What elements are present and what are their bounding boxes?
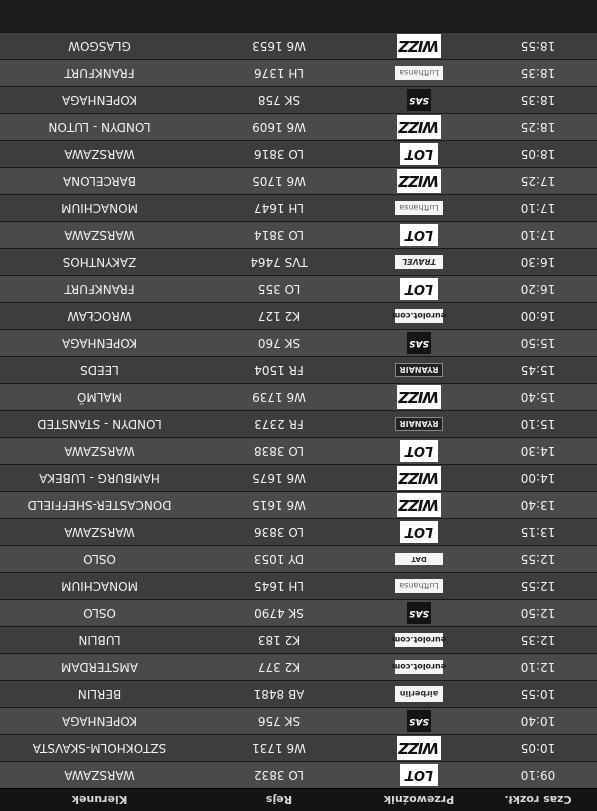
scheduled-time: 12:50 [520,606,556,620]
carrier-logo: WIZZ [397,115,441,139]
carrier-cell [359,764,479,786]
destination: KOPENHAGA [62,93,137,107]
carrier-logo: eurolot.com [395,309,443,323]
flight-number: LO 3832 [253,768,305,782]
destination: WARSZAWA [64,768,135,782]
destination: LEEDS [80,363,119,377]
flight-row [0,761,597,788]
carrier-cell [359,332,479,354]
carrier-logo: DAT [395,553,443,565]
destination: OSLO [83,606,116,620]
destination: BERLIN [77,687,122,701]
flight-number: K2 127 [257,309,301,323]
flight-row [0,518,597,545]
carrier-logo: eurolot.com [395,660,443,674]
scheduled-time: 10:40 [520,714,556,728]
carrier-cell [359,686,479,702]
flight-number: W6 1615 [252,498,306,512]
carrier-logo: WIZZ [397,169,441,193]
header-time: Czas rozkł. [504,793,572,807]
flight-row [0,383,597,410]
carrier-cell [359,224,479,246]
flight-number: W6 1705 [252,174,306,188]
destination: KOPENHAGA [62,336,137,350]
carrier-logo: eurolot.com [395,633,443,647]
carrier-cell [359,309,479,323]
flight-row [0,410,597,437]
destination: SZTOKHOLM-SKAVSTA [32,741,167,755]
flight-number: DY 1053 [253,552,305,566]
carrier-cell [359,553,479,565]
carrier-cell [359,278,479,300]
flight-number: FR 1504 [254,363,304,377]
flight-row [0,32,597,59]
flight-row [0,464,597,491]
flight-number: LO 355 [257,282,301,296]
carrier-cell [359,602,479,624]
destination: LUBLIN [78,633,121,647]
carrier-logo: Lufthansa [395,201,443,215]
scheduled-time: 18:05 [520,147,556,161]
flight-row [0,329,597,356]
destination: MALMÖ [76,390,123,404]
flight-number: AB 8481 [253,687,305,701]
carrier-cell [359,255,479,269]
flight-row [0,221,597,248]
destination: GLASGOW [68,39,131,53]
flight-row [0,86,597,113]
flight-number: W6 1675 [252,471,306,485]
scheduled-time: 12:35 [520,633,556,647]
flight-number: FR 2373 [254,417,304,431]
destination: FRANKFURT [64,66,135,80]
carrier-cell [359,521,479,543]
carrier-cell [359,736,479,760]
flight-number: SK 756 [257,714,301,728]
flight-row [0,626,597,653]
flight-row [0,491,597,518]
scheduled-time: 14:30 [520,444,556,458]
flight-number: LH 1647 [253,201,305,215]
flight-row [0,140,597,167]
flight-row [0,167,597,194]
scheduled-time: 15:50 [520,336,556,350]
flight-number: LO 3814 [253,228,305,242]
destination: WARSZAWA [64,444,135,458]
scheduled-time: 16:30 [520,255,556,269]
carrier-cell [359,385,479,409]
carrier-logo: airberlin [395,686,443,702]
scheduled-time: 09:10 [520,768,556,782]
scheduled-time: 16:00 [520,309,556,323]
destination: WARSZAWA [64,525,135,539]
destination: HAMBURG - LUBEKA [39,471,160,485]
carrier-logo: LOT [400,143,438,165]
destination: AMSTERDAM [60,660,139,674]
flight-number: SK 4790 [254,606,304,620]
flight-row [0,545,597,572]
scheduled-time: 13:15 [520,525,556,539]
scheduled-time: 18:55 [520,39,556,53]
flight-number: TVS 7464 [250,255,308,269]
carrier-logo: Lufthansa [395,66,443,80]
flight-row [0,437,597,464]
carrier-cell [359,633,479,647]
destination: DONCASTER-SHEFFIELD [27,498,172,512]
flight-number: W6 1609 [252,120,306,134]
carrier-logo: LOT [400,764,438,786]
flight-number: W6 1739 [252,390,306,404]
carrier-logo: TRAVEL [395,255,443,269]
destination: OSLO [83,552,116,566]
flight-list [0,32,597,788]
flight-number: SK 760 [257,336,301,350]
scheduled-time: 17:25 [520,174,556,188]
destination: ZAKYNTHOS [62,255,137,269]
flight-number: SK 758 [257,93,301,107]
flight-row [0,275,597,302]
carrier-logo: WIZZ [397,385,441,409]
carrier-cell [359,493,479,517]
scheduled-time: 18:35 [520,93,556,107]
carrier-logo: LOT [400,521,438,543]
flight-row [0,599,597,626]
carrier-cell [359,710,479,732]
flight-row [0,734,597,761]
scheduled-time: 12:55 [520,579,556,593]
scheduled-time: 16:20 [520,282,556,296]
flight-row [0,59,597,86]
carrier-cell [359,440,479,462]
carrier-logo: RYANAIR [395,363,443,377]
destination: FRANKFURT [64,282,135,296]
scheduled-time: 15:45 [520,363,556,377]
destination: LONDYN - LUTON [48,120,151,134]
flight-row [0,356,597,383]
flight-row [0,680,597,707]
carrier-logo: LOT [400,278,438,300]
scheduled-time: 14:00 [520,471,556,485]
destination: MONACHIUM [61,201,138,215]
flight-row [0,572,597,599]
carrier-cell [359,660,479,674]
flight-number: K2 183 [257,633,301,647]
flight-row [0,302,597,329]
carrier-logo: SAS [407,332,431,354]
carrier-logo: WIZZ [397,736,441,760]
scheduled-time: 18:35 [520,66,556,80]
flight-number: LO 3838 [253,444,305,458]
scheduled-time: 17:10 [520,201,556,215]
scheduled-time: 15:10 [520,417,556,431]
scheduled-time: 13:40 [520,498,556,512]
destination: WARSZAWA [64,147,135,161]
carrier-logo: LOT [400,440,438,462]
header-destination: Kierunek [71,793,128,807]
flight-row [0,248,597,275]
flight-number: W6 1653 [252,39,306,53]
carrier-logo: Lufthansa [395,579,443,593]
board-header [0,788,597,811]
carrier-cell [359,201,479,215]
flight-row [0,113,597,140]
destination: MONACHIUM [61,579,138,593]
carrier-logo: SAS [407,89,431,111]
destination: LONDYN - STANSTED [37,417,162,431]
flight-number: LO 3836 [253,525,305,539]
carrier-cell [359,579,479,593]
scheduled-time: 18:25 [520,120,556,134]
destination: BARCELONA [62,174,137,188]
flight-number: LH 1376 [253,66,305,80]
destination: KOPENHAGA [62,714,137,728]
carrier-logo: RYANAIR [395,417,443,431]
scheduled-time: 10:55 [520,687,556,701]
header-flight: Rejs [265,793,293,807]
scheduled-time: 10:05 [520,741,556,755]
flight-number: W6 1731 [252,741,306,755]
carrier-cell [359,66,479,80]
header-carrier: Przewoźnik [383,793,455,807]
flight-number: LH 1645 [253,579,305,593]
carrier-cell [359,363,479,377]
carrier-logo: SAS [407,710,431,732]
flight-row [0,707,597,734]
flight-row [0,194,597,221]
scheduled-time: 17:10 [520,228,556,242]
carrier-logo: WIZZ [397,466,441,490]
carrier-logo: LOT [400,224,438,246]
carrier-logo: WIZZ [397,34,441,58]
carrier-logo: SAS [407,602,431,624]
scheduled-time: 12:10 [520,660,556,674]
carrier-logo: WIZZ [397,493,441,517]
carrier-cell [359,143,479,165]
scheduled-time: 15:40 [520,390,556,404]
destination: WROCŁAW [67,309,132,323]
flight-row [0,653,597,680]
carrier-cell [359,115,479,139]
carrier-cell [359,417,479,431]
carrier-cell [359,466,479,490]
scheduled-time: 12:55 [520,552,556,566]
carrier-cell [359,169,479,193]
destination: WARSZAWA [64,228,135,242]
carrier-cell [359,89,479,111]
flight-number: LO 3816 [253,147,305,161]
carrier-cell [359,34,479,58]
flight-number: K2 377 [257,660,301,674]
